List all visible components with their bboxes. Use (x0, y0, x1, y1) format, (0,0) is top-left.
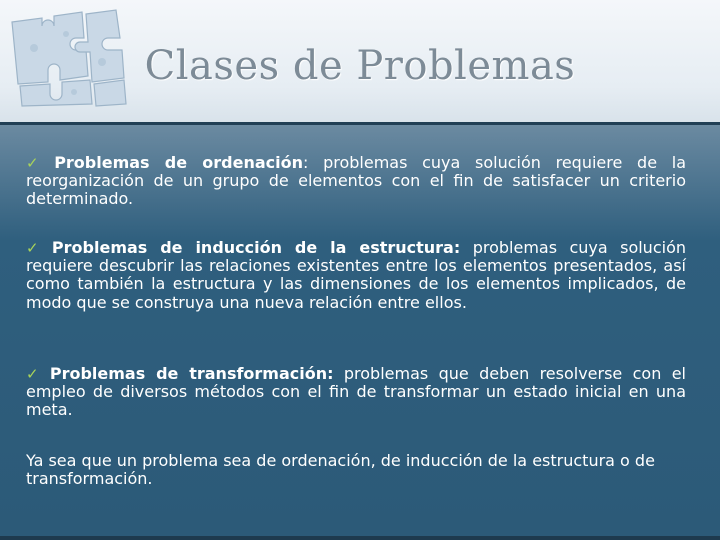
slide-header (0, 0, 720, 124)
slide-title: Clases de Problemas (144, 43, 576, 89)
item-text: problemas cuya solución requiere de la reorganización de un grupo de elementos con el fin de satisfacer un criterio determinado. (26, 153, 686, 209)
list-item (26, 239, 686, 312)
list-item (26, 154, 686, 209)
list-item (26, 365, 686, 420)
item-term: Problemas de ordenación (54, 153, 303, 172)
bottom-edge (0, 536, 720, 540)
check-icon: ✓ (26, 239, 46, 257)
item-term: Problemas de inducción de la estructura: (51, 238, 461, 257)
closing-paragraph: Ya sea que un problema sea de ordenación, de inducción de la estructura o de transformación. (26, 451, 655, 489)
item-term: Problemas de transformación: (49, 364, 334, 383)
check-icon: ✓ (26, 365, 44, 383)
check-icon: ✓ (26, 154, 49, 172)
item-separator: : (302, 153, 309, 172)
item-text: problemas que deben resolverse con el empleo de diversos métodos con el fin de transformar un estado inicial en una meta. (26, 364, 686, 420)
item-text: problemas cuya solución requiere descubrir las relaciones existentes entre los elementos presentados, así como también la estructura y las dimensiones de los elementos implicados, de modo que se construya una nueva relación entre ellos. (26, 238, 686, 312)
